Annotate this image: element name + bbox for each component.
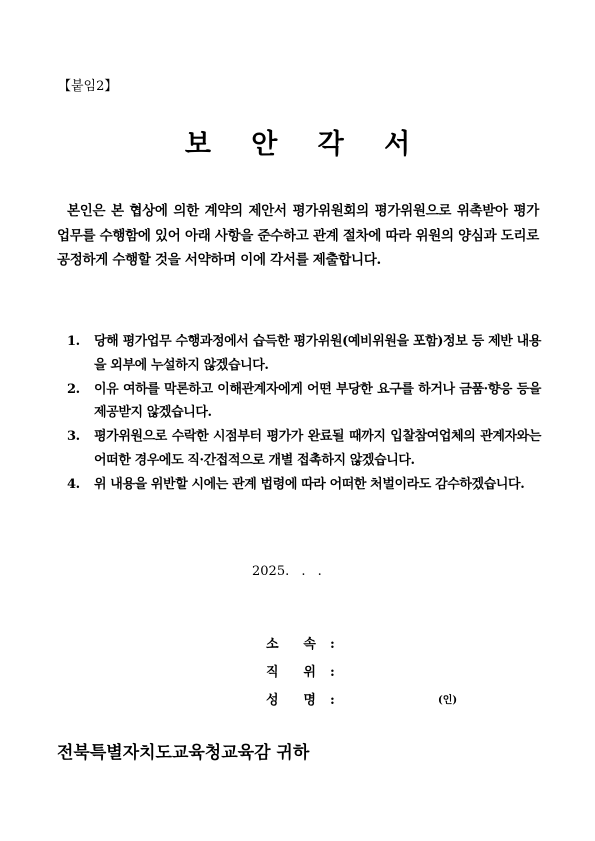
name-label: 성 명 — [266, 693, 316, 708]
pledge-text: 이유 여하를 막론하고 이해관계자에게 어떤 부당한 요구를 하거나 금품·향응 등을 제공받지 않겠습니다. — [94, 381, 541, 421]
pledge-text: 평가위원으로 수락한 시점부터 평가가 완료될 때까지 입찰참여업체의 관계자와는 어떠한 경우에도 직·간접적으로 개별 접촉하지 않겠습니다. — [94, 429, 541, 468]
name-colon: : — [330, 693, 335, 708]
pledge-text: 당해 평가업무 수행과정에서 습득한 평가위원(예비위원을 포함)정보 등 제반 내용을 외부에 누설하지 않겠습니다. — [94, 334, 541, 373]
pledge-item — [67, 425, 541, 473]
pledge-number: 3. — [67, 429, 80, 445]
pledge-text: 위 내용을 위반할 시에는 관계 법령에 따라 어떠한 처벌이라도 감수하겠습니다. — [94, 476, 525, 492]
date-line: 2025. . . — [252, 564, 322, 579]
affiliation-row — [266, 633, 486, 652]
pledge-number: 2. — [67, 381, 80, 397]
pledge-item — [67, 330, 541, 378]
position-colon: : — [330, 665, 335, 680]
title-char: 서 — [384, 129, 411, 160]
intro-paragraph: 본인은 본 협상에 의한 계약의 제안서 평가위원회의 평가위원으로 위촉받아 평가업무를 수행함에 있어 아래 사항을 준수하고 관계 절차에 따라 위원의 양심과 도리로 공정하게 수행할 것을 서약하며 이에 각서를 제출합니다. — [57, 203, 539, 268]
pledge-item — [67, 378, 541, 426]
title-char: 각 — [317, 129, 344, 160]
affiliation-colon: : — [330, 637, 335, 652]
document-title — [0, 122, 595, 161]
position-row — [266, 661, 486, 680]
title-char: 보 — [184, 129, 211, 160]
title-char: 안 — [251, 129, 278, 160]
addressee: 전북특별자치도교육청교육감 귀하 — [57, 743, 310, 763]
attachment-label: 【붙임2】 — [58, 79, 118, 94]
pledge-number: 1. — [67, 334, 80, 349]
pledge-item — [67, 473, 541, 497]
pledge-number: 4. — [67, 476, 80, 492]
affiliation-label: 소 속 — [266, 637, 316, 652]
position-label: 직 위 — [266, 665, 316, 680]
seal-mark: (인) — [438, 695, 458, 706]
pledge-list — [67, 330, 541, 497]
